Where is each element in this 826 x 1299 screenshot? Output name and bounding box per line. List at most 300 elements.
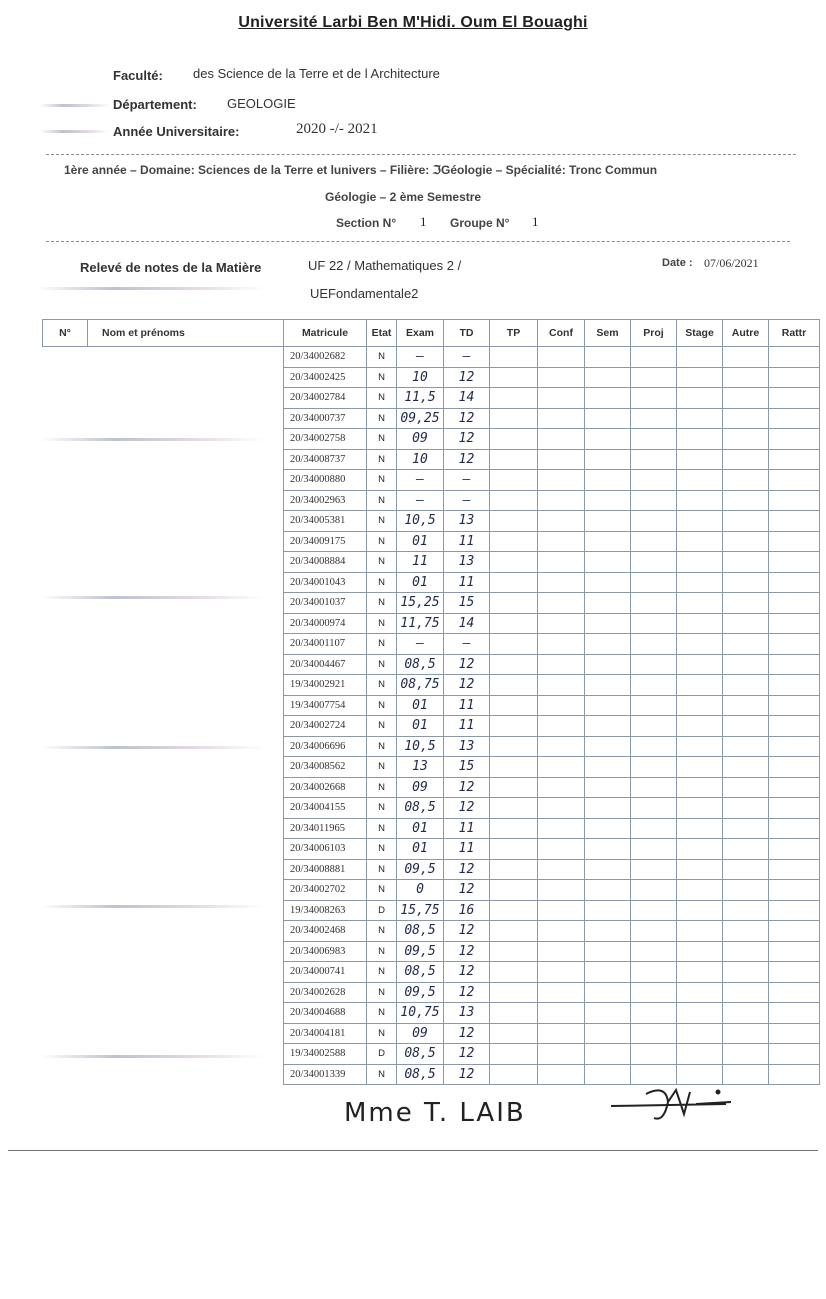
tp-cell bbox=[490, 962, 538, 983]
exam-cell: 01 bbox=[397, 531, 444, 552]
exam-cell: 11,5 bbox=[397, 388, 444, 409]
td-cell: 13 bbox=[444, 511, 490, 532]
tp-cell bbox=[490, 941, 538, 962]
autre-cell bbox=[723, 1003, 769, 1024]
unite-value: UEFondamentale2 bbox=[310, 286, 419, 301]
matricule-cell: 20/34002668 bbox=[284, 777, 367, 798]
etat-cell: N bbox=[367, 818, 397, 839]
rattr-cell bbox=[769, 1064, 820, 1085]
num-cell bbox=[43, 798, 88, 819]
exam-cell: 08,5 bbox=[397, 798, 444, 819]
matricule-cell: 20/34002628 bbox=[284, 982, 367, 1003]
conf-cell bbox=[538, 1003, 585, 1024]
redaction-mark bbox=[40, 905, 265, 908]
td-cell: — bbox=[444, 634, 490, 655]
num-cell bbox=[43, 839, 88, 860]
nom-cell bbox=[88, 470, 284, 491]
num-cell bbox=[43, 880, 88, 901]
proj-cell bbox=[631, 1003, 677, 1024]
num-cell bbox=[43, 900, 88, 921]
sem-cell bbox=[585, 429, 631, 450]
etat-cell: N bbox=[367, 757, 397, 778]
conf-cell bbox=[538, 880, 585, 901]
table-row bbox=[43, 716, 820, 737]
conf-cell bbox=[538, 367, 585, 388]
col-header-conf: Conf bbox=[538, 320, 585, 347]
sem-cell bbox=[585, 941, 631, 962]
num-cell bbox=[43, 1044, 88, 1065]
etat-cell: N bbox=[367, 675, 397, 696]
stage-cell bbox=[677, 654, 723, 675]
td-cell: 12 bbox=[444, 1023, 490, 1044]
autre-cell bbox=[723, 777, 769, 798]
tp-cell bbox=[490, 921, 538, 942]
exam-cell: 09 bbox=[397, 777, 444, 798]
autre-cell bbox=[723, 511, 769, 532]
sem-cell bbox=[585, 982, 631, 1003]
proj-cell bbox=[631, 347, 677, 368]
sem-cell bbox=[585, 675, 631, 696]
matricule-cell: 20/34004155 bbox=[284, 798, 367, 819]
departement-value: GEOLOGIE bbox=[227, 96, 296, 111]
sem-cell bbox=[585, 1064, 631, 1085]
rattr-cell bbox=[769, 531, 820, 552]
exam-cell: – bbox=[397, 634, 444, 655]
tp-cell bbox=[490, 388, 538, 409]
tp-cell bbox=[490, 982, 538, 1003]
tp-cell bbox=[490, 859, 538, 880]
tp-cell bbox=[490, 470, 538, 491]
redaction-mark bbox=[40, 104, 110, 107]
proj-cell bbox=[631, 552, 677, 573]
exam-cell: 11,75 bbox=[397, 613, 444, 634]
nom-cell bbox=[88, 1064, 284, 1085]
matricule-cell: 20/34008881 bbox=[284, 859, 367, 880]
etat-cell: N bbox=[367, 572, 397, 593]
sem-cell bbox=[585, 613, 631, 634]
nom-cell bbox=[88, 367, 284, 388]
table-row bbox=[43, 511, 820, 532]
num-cell bbox=[43, 470, 88, 491]
autre-cell bbox=[723, 388, 769, 409]
etat-cell: N bbox=[367, 388, 397, 409]
conf-cell bbox=[538, 429, 585, 450]
faculte-value: des Science de la Terre et de l Architecture bbox=[193, 66, 440, 81]
annee-value: 2020 -/- 2021 bbox=[296, 121, 378, 137]
tp-cell bbox=[490, 900, 538, 921]
proj-cell bbox=[631, 1064, 677, 1085]
autre-cell bbox=[723, 490, 769, 511]
etat-cell: N bbox=[367, 552, 397, 573]
etat-cell: N bbox=[367, 613, 397, 634]
proj-cell bbox=[631, 777, 677, 798]
conf-cell bbox=[538, 572, 585, 593]
num-cell bbox=[43, 347, 88, 368]
td-cell: 12 bbox=[444, 654, 490, 675]
num-cell bbox=[43, 777, 88, 798]
exam-cell: 0 bbox=[397, 880, 444, 901]
proj-cell bbox=[631, 716, 677, 737]
rattr-cell bbox=[769, 757, 820, 778]
num-cell bbox=[43, 388, 88, 409]
table-row bbox=[43, 695, 820, 716]
matricule-cell: 19/34008263 bbox=[284, 900, 367, 921]
rattr-cell bbox=[769, 572, 820, 593]
num-cell bbox=[43, 716, 88, 737]
sem-cell bbox=[585, 367, 631, 388]
proj-cell bbox=[631, 367, 677, 388]
conf-cell bbox=[538, 1023, 585, 1044]
autre-cell bbox=[723, 634, 769, 655]
autre-cell bbox=[723, 941, 769, 962]
nom-cell bbox=[88, 757, 284, 778]
bottom-rule bbox=[8, 1150, 818, 1151]
table-row bbox=[43, 1044, 820, 1065]
stage-cell bbox=[677, 859, 723, 880]
exam-cell: 09,5 bbox=[397, 941, 444, 962]
etat-cell: N bbox=[367, 1023, 397, 1044]
table-header-row bbox=[43, 320, 820, 347]
tp-cell bbox=[490, 572, 538, 593]
conf-cell bbox=[538, 818, 585, 839]
sem-cell bbox=[585, 1003, 631, 1024]
tp-cell bbox=[490, 654, 538, 675]
autre-cell bbox=[723, 736, 769, 757]
exam-cell: 08,5 bbox=[397, 921, 444, 942]
nom-cell bbox=[88, 449, 284, 470]
sem-cell bbox=[585, 634, 631, 655]
matricule-cell: 19/34002921 bbox=[284, 675, 367, 696]
rattr-cell bbox=[769, 695, 820, 716]
td-cell: 11 bbox=[444, 839, 490, 860]
rattr-cell bbox=[769, 511, 820, 532]
table-row bbox=[43, 880, 820, 901]
nom-cell bbox=[88, 941, 284, 962]
stage-cell bbox=[677, 613, 723, 634]
num-cell bbox=[43, 552, 88, 573]
tp-cell bbox=[490, 716, 538, 737]
conf-cell bbox=[538, 388, 585, 409]
stage-cell bbox=[677, 900, 723, 921]
nom-cell bbox=[88, 839, 284, 860]
matricule-cell: 20/34002468 bbox=[284, 921, 367, 942]
redaction-mark bbox=[40, 746, 265, 749]
conf-cell bbox=[538, 757, 585, 778]
td-cell: 12 bbox=[444, 675, 490, 696]
rattr-cell bbox=[769, 1023, 820, 1044]
col-header-rattr: Rattr bbox=[769, 320, 820, 347]
groupe-value: 1 bbox=[532, 214, 539, 229]
etat-cell: N bbox=[367, 470, 397, 491]
conf-cell bbox=[538, 593, 585, 614]
table-row bbox=[43, 347, 820, 368]
table-row bbox=[43, 1064, 820, 1085]
sem-cell bbox=[585, 798, 631, 819]
matricule-cell: 19/34007754 bbox=[284, 695, 367, 716]
nom-cell bbox=[88, 880, 284, 901]
stage-cell bbox=[677, 798, 723, 819]
exam-cell: 09,5 bbox=[397, 859, 444, 880]
matricule-cell: 20/34005381 bbox=[284, 511, 367, 532]
nom-cell bbox=[88, 511, 284, 532]
etat-cell: N bbox=[367, 736, 397, 757]
td-cell: 12 bbox=[444, 941, 490, 962]
nom-cell bbox=[88, 613, 284, 634]
etat-cell: D bbox=[367, 1044, 397, 1065]
proj-cell bbox=[631, 654, 677, 675]
etat-cell: N bbox=[367, 962, 397, 983]
nom-cell bbox=[88, 1003, 284, 1024]
table-row bbox=[43, 859, 820, 880]
stage-cell bbox=[677, 962, 723, 983]
section-label: Section N° bbox=[336, 216, 397, 230]
sem-cell bbox=[585, 880, 631, 901]
table-row bbox=[43, 531, 820, 552]
etat-cell: N bbox=[367, 1003, 397, 1024]
rattr-cell bbox=[769, 490, 820, 511]
rattr-cell bbox=[769, 367, 820, 388]
tp-cell bbox=[490, 613, 538, 634]
sem-cell bbox=[585, 900, 631, 921]
rattr-cell bbox=[769, 408, 820, 429]
autre-cell bbox=[723, 695, 769, 716]
proj-cell bbox=[631, 490, 677, 511]
table-row bbox=[43, 552, 820, 573]
num-cell bbox=[43, 982, 88, 1003]
num-cell bbox=[43, 695, 88, 716]
etat-cell: N bbox=[367, 511, 397, 532]
stage-cell bbox=[677, 593, 723, 614]
rattr-cell bbox=[769, 1003, 820, 1024]
sem-cell bbox=[585, 388, 631, 409]
nom-cell bbox=[88, 572, 284, 593]
sem-cell bbox=[585, 470, 631, 491]
sem-cell bbox=[585, 654, 631, 675]
matricule-cell: 20/34004181 bbox=[284, 1023, 367, 1044]
etat-cell: N bbox=[367, 798, 397, 819]
td-cell: 12 bbox=[444, 777, 490, 798]
nom-cell bbox=[88, 408, 284, 429]
rattr-cell bbox=[769, 777, 820, 798]
section-value: 1 bbox=[420, 214, 427, 229]
tp-cell bbox=[490, 880, 538, 901]
rattr-cell bbox=[769, 429, 820, 450]
num-cell bbox=[43, 921, 88, 942]
rattr-cell bbox=[769, 347, 820, 368]
num-cell bbox=[43, 634, 88, 655]
exam-cell: 01 bbox=[397, 716, 444, 737]
rattr-cell bbox=[769, 982, 820, 1003]
etat-cell: N bbox=[367, 429, 397, 450]
matricule-cell: 20/34001037 bbox=[284, 593, 367, 614]
table-row bbox=[43, 490, 820, 511]
td-cell: – bbox=[444, 347, 490, 368]
tp-cell bbox=[490, 408, 538, 429]
num-cell bbox=[43, 941, 88, 962]
td-cell: 12 bbox=[444, 962, 490, 983]
rattr-cell bbox=[769, 941, 820, 962]
tp-cell bbox=[490, 695, 538, 716]
num-cell bbox=[43, 613, 88, 634]
etat-cell: N bbox=[367, 634, 397, 655]
nom-cell bbox=[88, 531, 284, 552]
stage-cell bbox=[677, 367, 723, 388]
matricule-cell: 20/34002724 bbox=[284, 716, 367, 737]
exam-cell: 10,5 bbox=[397, 511, 444, 532]
stage-cell bbox=[677, 490, 723, 511]
tp-cell bbox=[490, 552, 538, 573]
tp-cell bbox=[490, 449, 538, 470]
sem-cell bbox=[585, 716, 631, 737]
conf-cell bbox=[538, 941, 585, 962]
conf-cell bbox=[538, 736, 585, 757]
stage-cell bbox=[677, 511, 723, 532]
rattr-cell bbox=[769, 470, 820, 491]
nom-cell bbox=[88, 695, 284, 716]
etat-cell: N bbox=[367, 347, 397, 368]
tp-cell bbox=[490, 818, 538, 839]
matricule-cell: 20/34000737 bbox=[284, 408, 367, 429]
td-cell: 11 bbox=[444, 572, 490, 593]
proj-cell bbox=[631, 675, 677, 696]
redaction-mark bbox=[40, 596, 265, 599]
autre-cell bbox=[723, 531, 769, 552]
num-cell bbox=[43, 449, 88, 470]
table-row bbox=[43, 900, 820, 921]
etat-cell: N bbox=[367, 716, 397, 737]
conf-cell bbox=[538, 921, 585, 942]
rattr-cell bbox=[769, 388, 820, 409]
etat-cell: D bbox=[367, 900, 397, 921]
tp-cell bbox=[490, 675, 538, 696]
td-cell: 13 bbox=[444, 1003, 490, 1024]
rattr-cell bbox=[769, 613, 820, 634]
table-row bbox=[43, 613, 820, 634]
autre-cell bbox=[723, 367, 769, 388]
td-cell: 12 bbox=[444, 1044, 490, 1065]
rattr-cell bbox=[769, 449, 820, 470]
nom-cell bbox=[88, 962, 284, 983]
tp-cell bbox=[490, 593, 538, 614]
etat-cell: N bbox=[367, 777, 397, 798]
autre-cell bbox=[723, 1064, 769, 1085]
nom-cell bbox=[88, 921, 284, 942]
etat-cell: N bbox=[367, 593, 397, 614]
proj-cell bbox=[631, 429, 677, 450]
table-row bbox=[43, 470, 820, 491]
nom-cell bbox=[88, 1023, 284, 1044]
tp-cell bbox=[490, 634, 538, 655]
autre-cell bbox=[723, 1044, 769, 1065]
matricule-cell: 20/34006696 bbox=[284, 736, 367, 757]
rattr-cell bbox=[769, 552, 820, 573]
conf-cell bbox=[538, 962, 585, 983]
tp-cell bbox=[490, 511, 538, 532]
exam-cell: 08,5 bbox=[397, 1044, 444, 1065]
conf-cell bbox=[538, 675, 585, 696]
col-header-sem: Sem bbox=[585, 320, 631, 347]
exam-cell: 08,5 bbox=[397, 962, 444, 983]
etat-cell: N bbox=[367, 859, 397, 880]
sem-cell bbox=[585, 921, 631, 942]
conf-cell bbox=[538, 449, 585, 470]
exam-cell: 01 bbox=[397, 818, 444, 839]
tp-cell bbox=[490, 429, 538, 450]
autre-cell bbox=[723, 798, 769, 819]
table-row bbox=[43, 941, 820, 962]
redaction-mark bbox=[40, 1055, 265, 1058]
autre-cell bbox=[723, 429, 769, 450]
sem-cell bbox=[585, 490, 631, 511]
exam-cell: 01 bbox=[397, 572, 444, 593]
date-value: 07/06/2021 bbox=[704, 256, 759, 270]
stage-cell bbox=[677, 1023, 723, 1044]
proj-cell bbox=[631, 511, 677, 532]
rattr-cell bbox=[769, 675, 820, 696]
etat-cell: N bbox=[367, 941, 397, 962]
sem-cell bbox=[585, 757, 631, 778]
annee-label: Année Universitaire: bbox=[113, 124, 240, 139]
sem-cell bbox=[585, 531, 631, 552]
stage-cell bbox=[677, 695, 723, 716]
conf-cell bbox=[538, 654, 585, 675]
tp-cell bbox=[490, 777, 538, 798]
conf-cell bbox=[538, 1064, 585, 1085]
autre-cell bbox=[723, 593, 769, 614]
stage-cell bbox=[677, 1044, 723, 1065]
proj-cell bbox=[631, 449, 677, 470]
proj-cell bbox=[631, 859, 677, 880]
redaction-mark bbox=[36, 287, 266, 290]
faculte-label: Faculté: bbox=[113, 68, 163, 83]
num-cell bbox=[43, 367, 88, 388]
tp-cell bbox=[490, 757, 538, 778]
table-row bbox=[43, 818, 820, 839]
etat-cell: N bbox=[367, 880, 397, 901]
td-cell: 11 bbox=[444, 695, 490, 716]
exam-cell: – bbox=[397, 490, 444, 511]
td-cell: 14 bbox=[444, 613, 490, 634]
matricule-cell: 20/34000880 bbox=[284, 470, 367, 491]
proj-cell bbox=[631, 613, 677, 634]
stage-cell bbox=[677, 449, 723, 470]
stage-cell bbox=[677, 736, 723, 757]
stage-cell bbox=[677, 531, 723, 552]
etat-cell: N bbox=[367, 449, 397, 470]
rattr-cell bbox=[769, 634, 820, 655]
proj-cell bbox=[631, 531, 677, 552]
releve-label: Relevé de notes de la Matière bbox=[80, 260, 262, 275]
autre-cell bbox=[723, 716, 769, 737]
semester-line: Géologie – 2 ème Semestre bbox=[325, 190, 482, 204]
table-row bbox=[43, 388, 820, 409]
sem-cell bbox=[585, 839, 631, 860]
td-cell: 12 bbox=[444, 798, 490, 819]
td-cell: 13 bbox=[444, 736, 490, 757]
rattr-cell bbox=[769, 921, 820, 942]
matricule-cell: 20/34008884 bbox=[284, 552, 367, 573]
num-cell bbox=[43, 757, 88, 778]
col-header-proj: Proj bbox=[631, 320, 677, 347]
td-cell: 15 bbox=[444, 757, 490, 778]
td-cell: — bbox=[444, 490, 490, 511]
td-cell: 12 bbox=[444, 982, 490, 1003]
table-row bbox=[43, 757, 820, 778]
table-row bbox=[43, 982, 820, 1003]
autre-cell bbox=[723, 572, 769, 593]
tp-cell bbox=[490, 531, 538, 552]
sem-cell bbox=[585, 552, 631, 573]
